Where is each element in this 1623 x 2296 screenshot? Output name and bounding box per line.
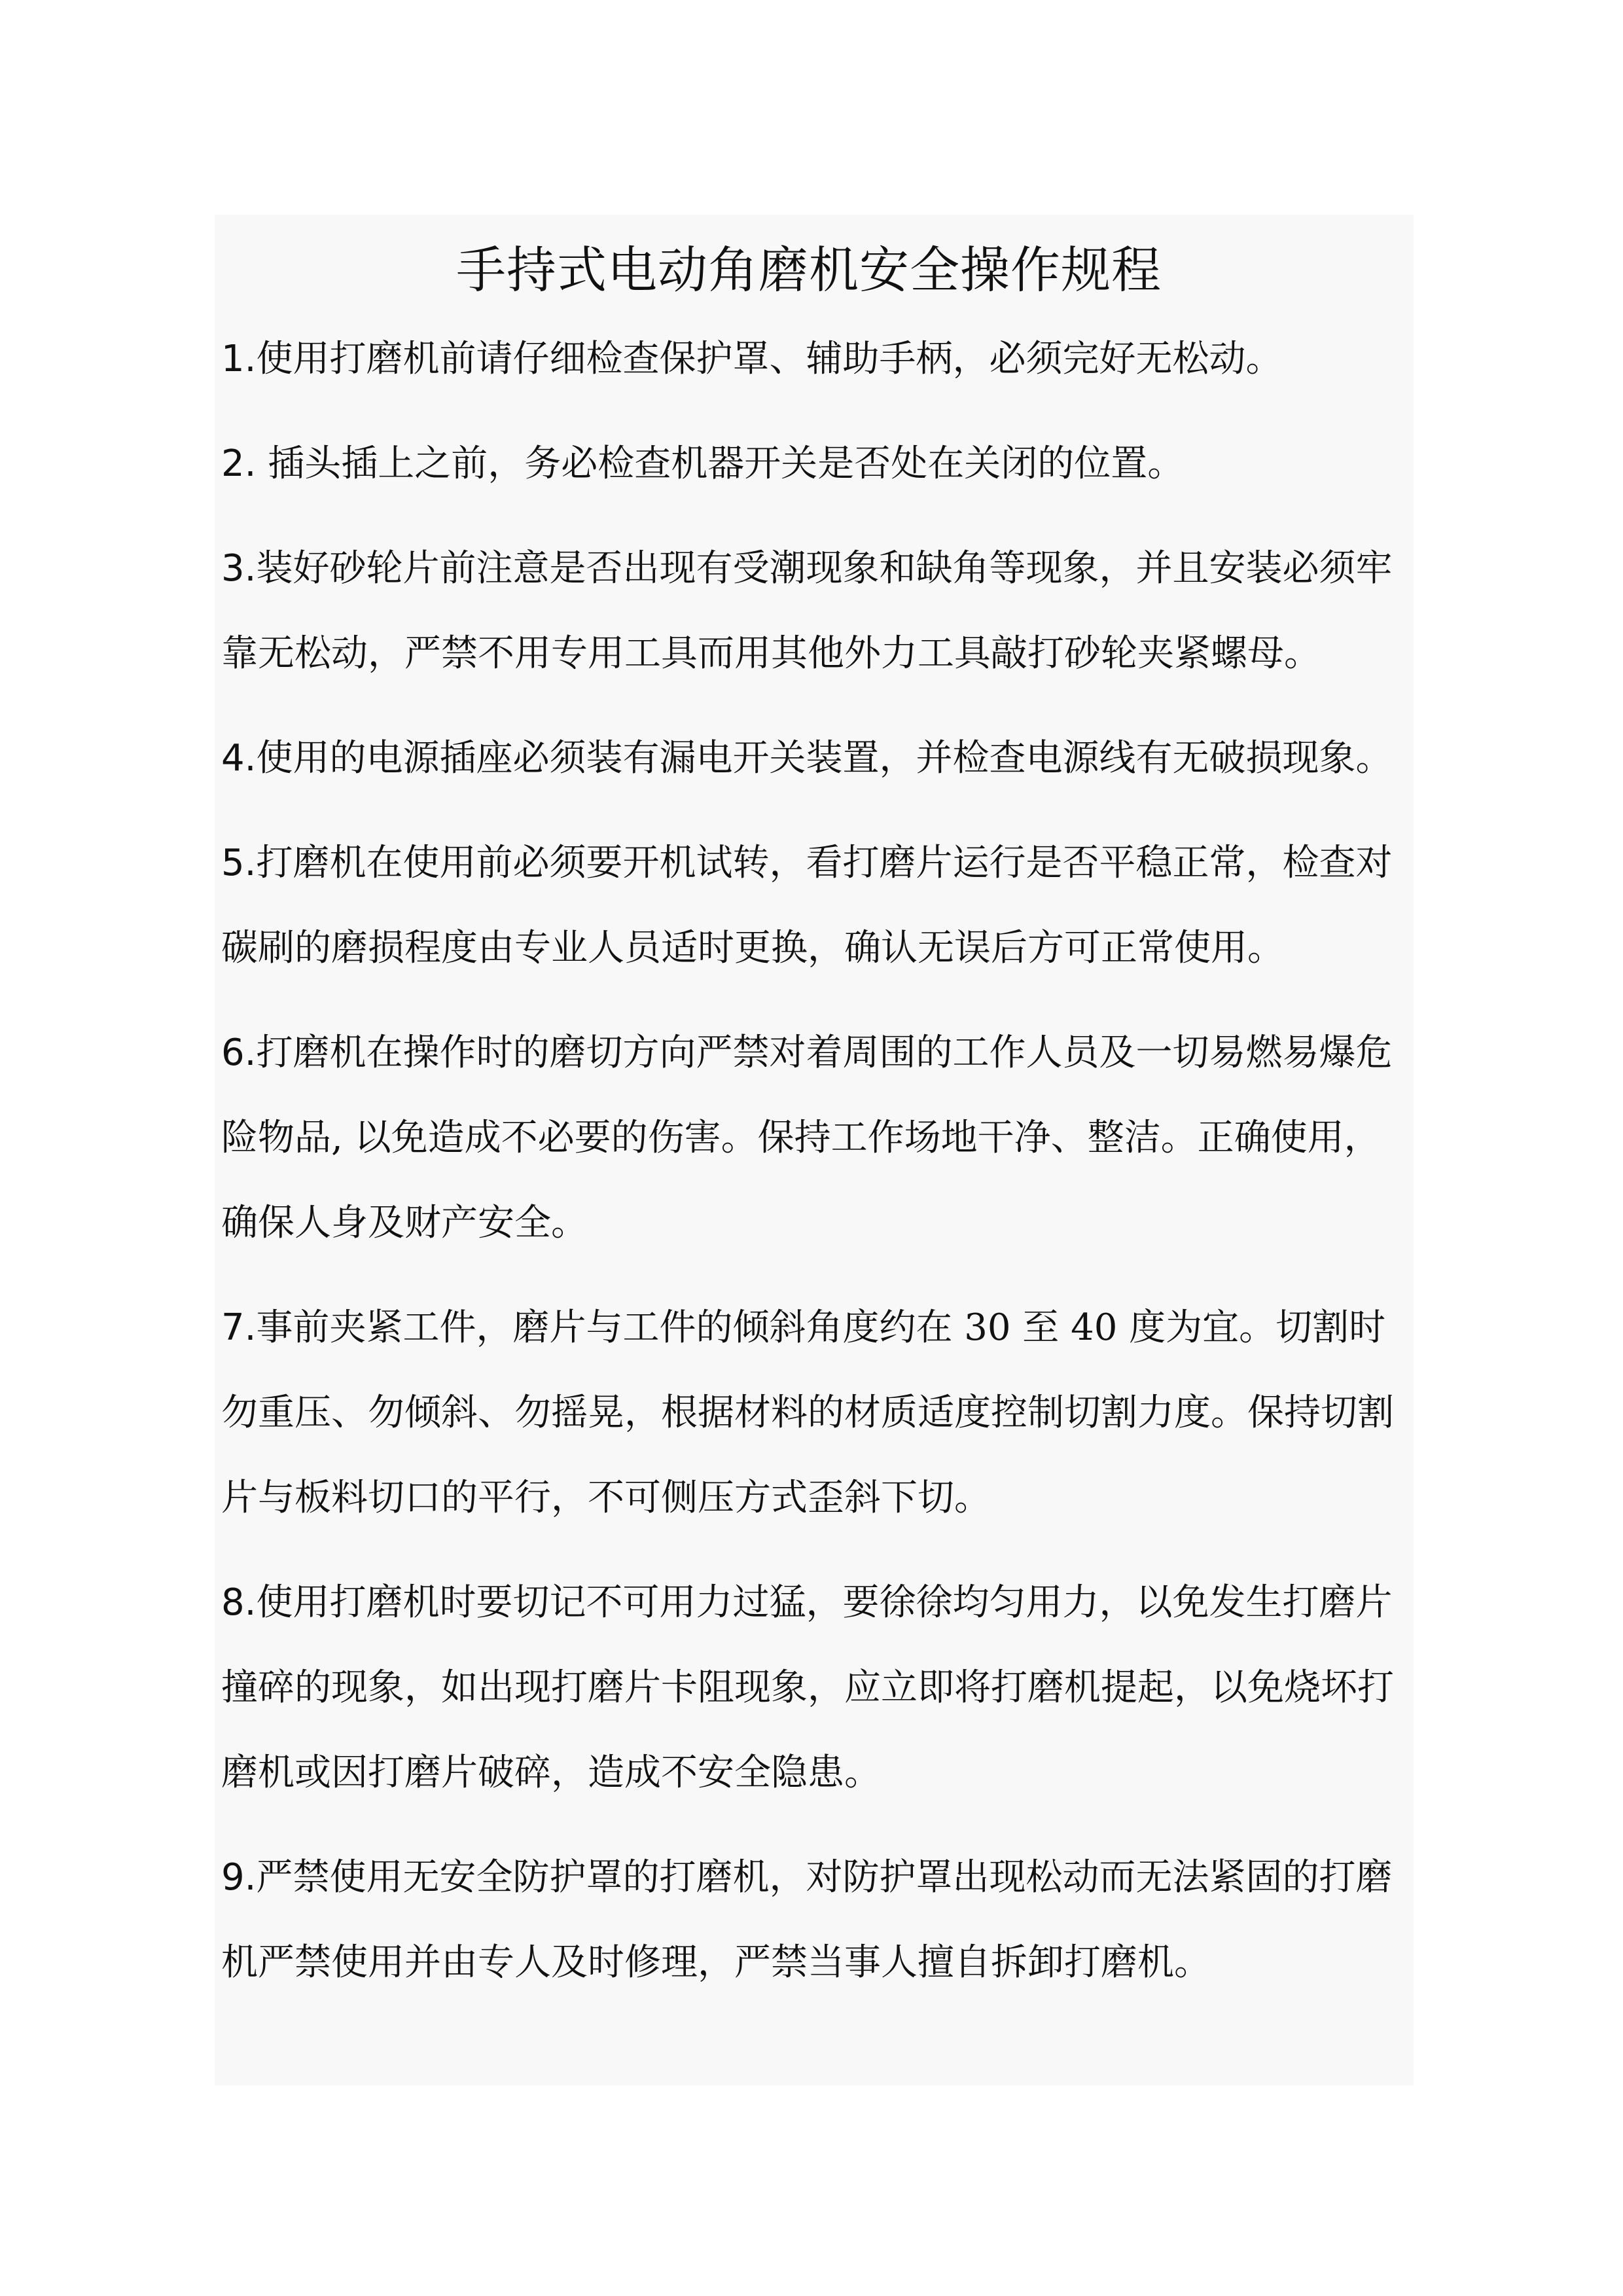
rule-number: 9. (221, 1856, 257, 1899)
rule-text: 使用打磨机前请仔细检查保护罩、辅助手柄，必须完好无松动。 (256, 338, 1283, 380)
rule-number: 3. (221, 547, 257, 590)
rule-text: 打磨机在使用前必须要开机试转，看打磨片运行是否平稳正常，检查对碳刷的磨损程度由专业人员适时更换，确认无误后方可正常使用。 (221, 842, 1393, 969)
rule-text: 使用打磨机时要切记不可用力过猛，要徐徐均匀用力，以免发生打磨片撞碎的现象，如出现打磨片卡阻现象，应立即将打磨机提起，以免烧坏打磨机或因打磨片破碎，造成不安全隐患。 (221, 1581, 1394, 1794)
document-body (215, 215, 1414, 2085)
rule-item-4 (221, 716, 1397, 801)
rule-item-2 (221, 422, 1397, 507)
rule-text: 使用的电源插座必须装有漏电开关装置，并检查电源线有无破损现象。 (256, 737, 1393, 780)
rule-text: 事前夹紧工件，磨片与工件的倾斜角度约在 30 至 40 度为宜。切割时勿重压、勿倾斜、勿摇晃，根据材料的材质适度控制切割力度。保持切割片与板料切口的平行，不可侧压方式歪斜下切。 (221, 1306, 1394, 1519)
rules-list (221, 317, 1397, 2005)
rule-item-5 (221, 821, 1397, 991)
rule-item-6 (221, 1011, 1397, 1266)
rule-number: 4. (221, 737, 257, 780)
document-title: 手持式电动角磨机安全操作规程 (456, 241, 1162, 299)
rule-text: 打磨机在操作时的磨切方向严禁对着周围的工作人员及一切易燃易爆危险物品, 以免造成不必要的伤害。保持工作场地干净、整洁。正确使用，确保人身及财产安全。 (221, 1031, 1393, 1244)
rule-item-7 (221, 1285, 1397, 1541)
rule-item-9 (221, 1835, 1397, 2005)
rule-text: 装好砂轮片前注意是否出现有受潮现象和缺角等现象，并且安装必须牢靠无松动，严禁不用专用工具而用其他外力工具敲打砂轮夹紧螺母。 (221, 547, 1393, 675)
rule-item-8 (221, 1560, 1397, 1816)
rule-number: 2. (221, 442, 268, 485)
rule-text: 严禁使用无安全防护罩的打磨机，对防护罩出现松动而无法紧固的打磨机严禁使用并由专人及时修理，严禁当事人擅自拆卸打磨机。 (221, 1856, 1393, 1984)
rule-number: 5. (221, 842, 257, 884)
rule-number: 7. (221, 1306, 257, 1349)
rule-number: 8. (221, 1581, 257, 1624)
rule-number: 6. (221, 1031, 257, 1074)
rule-text: 插头插上之前，务必检查机器开关是否处在关闭的位置。 (268, 442, 1185, 485)
rule-number: 1. (221, 338, 257, 380)
rule-item-3 (221, 526, 1397, 696)
rule-item-1 (221, 317, 1397, 402)
